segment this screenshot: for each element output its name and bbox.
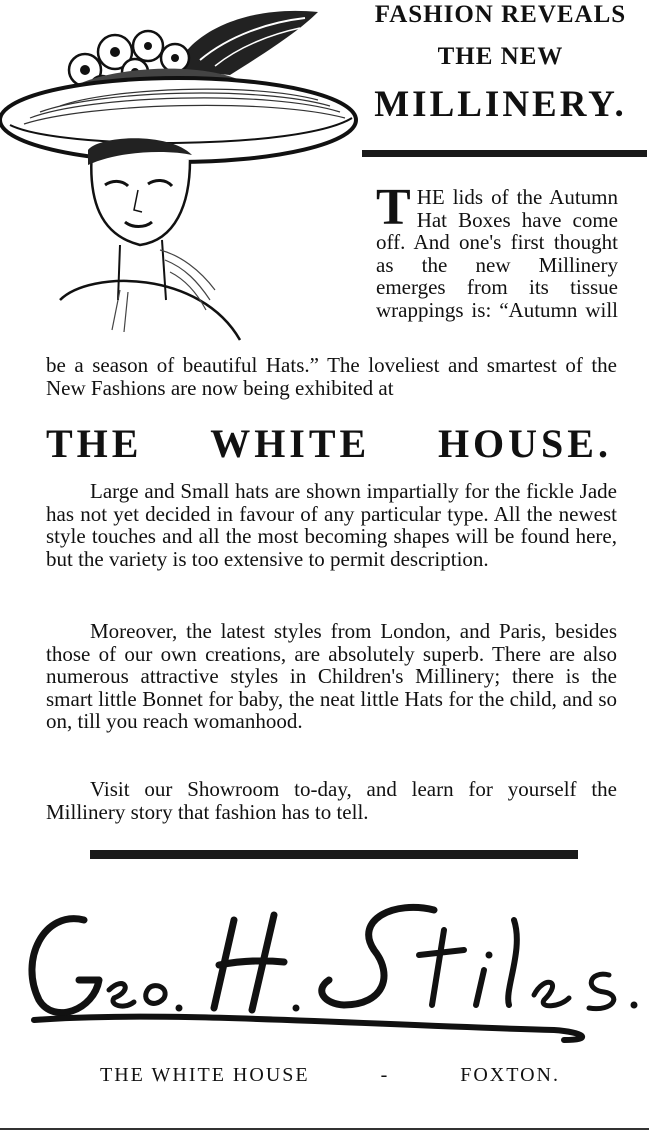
drop-cap: T <box>376 179 411 236</box>
divider-rule <box>362 150 647 157</box>
footer-separator: - <box>380 1064 390 1086</box>
headline-line-1: FASHION REVEALS <box>374 1 627 28</box>
headline-line-3: MILLINERY. <box>374 84 627 125</box>
headline-line-2: THE NEW <box>437 43 564 70</box>
bottom-border <box>0 1128 649 1130</box>
signature-image <box>14 880 649 1050</box>
body-paragraph: Moreover, the latest styles from London, and Paris, besides those of our own creations, are absolutely superb. There are also numerous attractive styles in Children's Millinery; there is the smart little Bonnet for baby, the neat little Hats for the child, and so on, till you reach womanhood. <box>46 619 617 733</box>
body-paragraph: Large and Small hats are shown impartially for the fickle Jade has not yet decided in favour of any particular type. All the newest style touches and all the most becoming shapes will be found here, but the variety is too extensive to permit description. <box>46 479 617 571</box>
body-paragraph: Visit our Showroom to-day, and learn for yourself the Millinery story that fashion has to tell. <box>46 777 617 824</box>
intro-text: HE lids of the Autumn Hat Boxes have come off. And one's first thought as the new Millinery emerges from its tissue wrappings is: “Autumn will <box>376 185 618 322</box>
store-name-heading <box>46 420 612 467</box>
store-name-word: WHITE <box>210 421 371 466</box>
store-name-word: HOUSE. <box>437 421 612 466</box>
divider-rule <box>90 850 578 859</box>
intro-continuation: be a season of beautiful Hats.” The loveliest and smartest of the New Fashions are now being exhibited at <box>46 353 617 400</box>
footer-address <box>100 1064 560 1087</box>
intro-paragraph <box>376 179 618 322</box>
footer-town: FOXTON. <box>460 1064 560 1086</box>
footer-store-name: THE WHITE HOUSE <box>100 1064 310 1086</box>
store-name-word: THE <box>46 421 143 466</box>
woman-in-hat-illustration <box>0 0 365 362</box>
